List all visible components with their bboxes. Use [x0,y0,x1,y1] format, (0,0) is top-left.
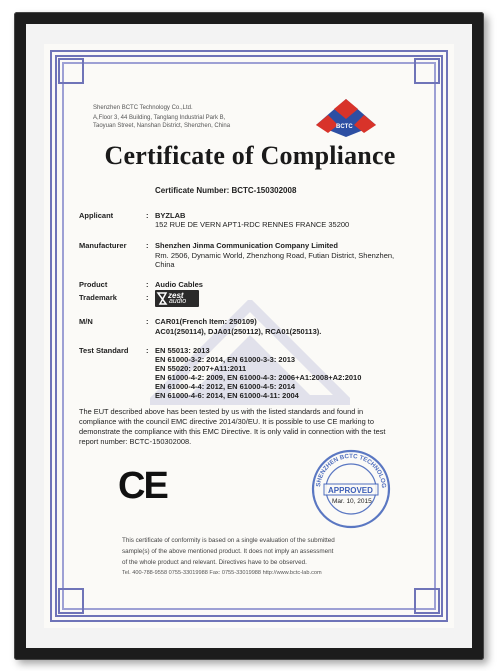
applicant-address: 152 RUE DE VERN APT1-RDC RENNES FRANCE 35200 [155,220,350,229]
test-standard-line: EN 61000-4-4: 2012, EN 61000-4-5: 2014 [155,382,296,391]
applicant-label: Applicant [79,211,114,220]
approval-stamp [310,448,392,530]
bctc-logo-text: BCTC [336,124,353,130]
corner-ornament-top-right [414,58,440,84]
statement-line: compliance with the council EMC directive 2014/30/EU. It is possible to use CE marking to [79,417,374,426]
certificate-title: Certificate of Compliance [104,141,396,170]
applicant-name: BYZLAB [155,211,186,220]
certificate-number: Certificate Number: BCTC-150302008 [155,186,297,195]
trademark-logo [155,290,199,307]
corner-ornament-bottom-right [414,588,440,614]
test-standard-line: EN 61000-4-2: 2009, EN 61000-4-3: 2006+A1:2008+A2:2010 [155,373,362,382]
model-label: M/N [79,317,93,326]
test-standard-line: EN 61000-4-6: 2014, EN 61000-4-11: 2004 [155,391,299,400]
test-standard-line: EN 55020: 2007+A11:2011 [155,364,247,373]
statement-line: report number: BCTC-150302008. [79,437,192,446]
footer-line: This certificate of conformity is based on a single evaluation of the submitted [122,537,335,544]
corner-ornament-top-left [58,58,84,84]
footer-line: of the whole product and relevant. Directives have to be observed. [122,559,307,566]
test-standard-label: Test Standard [79,346,129,355]
trademark-logo-bottom: audio [169,298,187,305]
test-standard-line: EN 61000-3-2: 2014, EN 61000-3-3: 2013 [155,355,296,364]
issuer-name: Shenzhen BCTC Technology Co.,Ltd. [93,105,193,111]
issuer-address-line1: A,Floor 3, 44 Building, Tanglang Industrial Park B, [93,115,226,121]
trademark-colon: : [146,293,149,302]
trademark-label: Trademark [79,293,117,302]
bctc-logo-icon [314,97,378,139]
statement-line: The EUT described above has been tested by us with the listed standards and found in [79,407,364,416]
footer-disclaimer [122,535,384,568]
compliance-statement [79,407,423,447]
bctc-logo [314,97,378,139]
statement-line: demonstrate the compliance with this EMC Directive. It is only valid in connection with the test [79,427,386,436]
product-value: Audio Cables [155,280,203,289]
footer-line: sample(s) of the above mentioned product. It does not imply an assessment [122,548,334,555]
stamp-ring-text: SHENZHEN BCTC TECHNOLOG [315,452,388,489]
test-standard-colon: : [146,346,149,355]
manufacturer-address-line2: China [155,260,175,269]
applicant-colon: : [146,211,149,220]
trademark-mark-icon [156,290,168,307]
issuer-address-line2: Taoyuan Street, Nanshan District, Shenzhen, China [93,123,231,129]
ce-mark: CE [118,465,167,507]
corner-ornament-bottom-left [58,588,84,614]
trademark-logo-top: zest [168,291,184,300]
product-label: Product [79,280,108,289]
manufacturer-label: Manufacturer [79,241,127,250]
model-line2: AC01(250114), DJA01(250112), RCA01(250113). [155,327,322,336]
stamp-status: APPROVED [328,486,373,495]
model-colon: : [146,317,149,326]
manufacturer-address-line1: Rm. 2506, Dynamic World, Zhenzhong Road, Futian District, Shenzhen, [155,251,395,260]
product-colon: : [146,280,149,289]
test-standard-line: EN 55013: 2013 [155,346,210,355]
model-line1: CAR01(French Item: 250109) [155,317,257,326]
manufacturer-colon: : [146,241,149,250]
stamp-date: Mar. 10, 2015 [332,498,372,505]
footer-contact: Tel. 400-788-9558 0755-33019988 Fax: 0755-33019988 http://www.bctc-lab.com [122,570,322,576]
manufacturer-name: Shenzhen Jinma Communication Company Limited [155,241,338,250]
